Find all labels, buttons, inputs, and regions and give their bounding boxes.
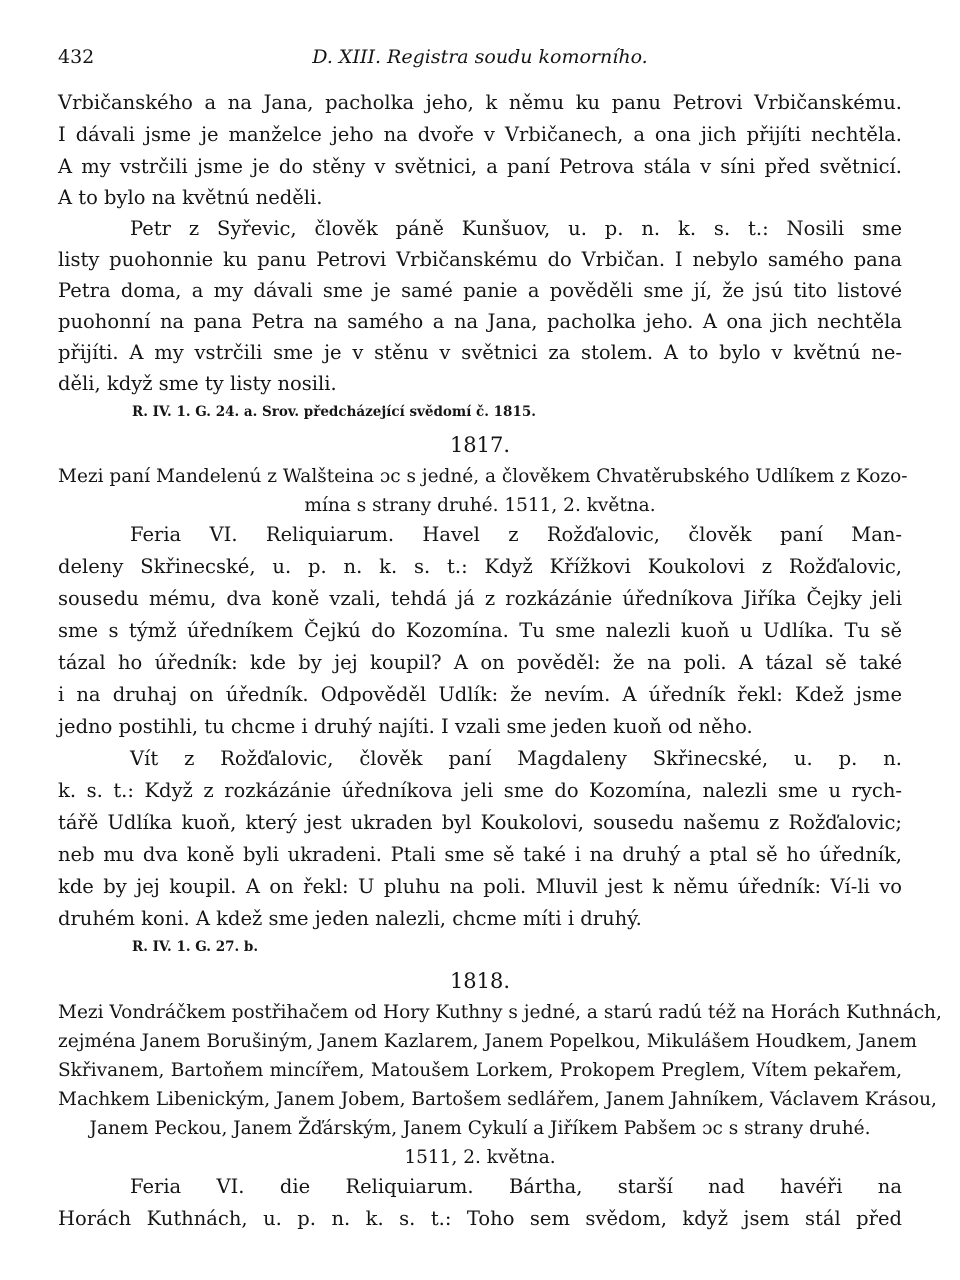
text-line: děli, když sme ty listy nosili. — [58, 372, 337, 395]
text-line: deleny Skřinecské, u. p. n. k. s. t.: Když Křížkovi Koukolovi z Rožďalovic, — [58, 555, 902, 578]
text-line: R. IV. 1. G. 27. b. — [132, 939, 259, 955]
text-line: 1511, 2. května. — [404, 1147, 556, 1168]
text-line: i na druhaj on úředník. Odpověděl Udlík: že nevím. A úředník řekl: Kdež jsme — [58, 683, 902, 706]
text-line: jedno postihli, tu chcme i druhý najíti. I vzali sme jeden kuoň od něho. — [58, 715, 753, 738]
text-line: A my vstrčili jsme je do stěny v světnici, a paní Petrova stála v síni před světnicí. — [58, 155, 902, 178]
text-line: kde by jej koupil. A on řekl: U pluhu na poli. Mluvil jest k němu úředník: Ví-li vo — [58, 875, 902, 898]
text-line: listy puohonnie ku panu Petrovi Vrbičanskému do Vrbičan. I nebylo samého pana — [58, 248, 902, 271]
text-line: mína s strany druhé. 1511, 2. května. — [304, 495, 656, 516]
text-line: Feria VI. die Reliquiarum. Bártha, starší nad havéři na — [130, 1175, 902, 1198]
text-line: 1817. — [449, 433, 511, 457]
text-line: Mezi paní Mandelenú z Walšteina ɔc s jedné, a člověkem Chvatěrubského Udlíkem z Kozo- — [58, 466, 908, 487]
text-line: Janem Peckou, Janem Žďárským, Janem Cykulí a Jiříkem Pabšem ɔc s strany druhé. — [89, 1118, 871, 1139]
text-line: Machkem Libenickým, Janem Jobem, Bartošem sedlářem, Janem Jahníkem, Václavem Krásou, — [58, 1089, 937, 1110]
page-header — [58, 40, 902, 76]
text-line: k. s. t.: Když z rozkázánie úředníkova jeli sme do Kozomína, nalezli sme u rych- — [58, 779, 902, 802]
page-number: 432 — [58, 46, 95, 68]
text-line: Mezi Vondráčkem postřihačem od Hory Kuthny s jedné, a starú radú též na Horách Kuthnách, — [58, 1002, 942, 1023]
text-line: Vít z Rožďalovic, člověk paní Magdaleny Skřinecské, u. p. n. — [130, 747, 902, 770]
text-line: Skřivanem, Bartoňem mincířem, Matoušem Lorkem, Prokopem Preglem, Vítem pekařem, — [58, 1060, 902, 1081]
text-line: Petra doma, a my dávali sme je samé panie a pověděli sme jí, že jsú tito listové — [58, 279, 902, 302]
text-line: A to bylo na květnú neděli. — [58, 186, 323, 209]
running-title: D. XIII. Registra soudu komorního. — [312, 46, 648, 68]
text-line: Vrbičanského a na Jana, pacholka jeho, k němu ku panu Petrovi Vrbičanskému. — [58, 91, 902, 114]
text-line: tářě Udlíka kuoň, který jest ukraden byl Koukolovi, sousedu našemu z Rožďalovic; — [58, 811, 902, 834]
text-line: Petr z Syřevic, člověk páně Kunšuov, u. p. n. k. s. t.: Nosili sme — [130, 217, 902, 240]
text-line: I dávali jsme je manželce jeho na dvoře v Vrbičanech, a ona jich přijíti nechtěla. — [58, 123, 902, 146]
text-line: sousedu mému, dva koně vzali, tehdá já z rozkázánie úředníkova Jiříka Čejky jeli — [58, 587, 902, 610]
text-line: Feria VI. Reliquiarum. Havel z Rožďalovic, člověk paní Man- — [130, 523, 902, 546]
text-line: tázal ho úředník: kde by jej koupil? A on pověděl: že na poli. A tázal sě také — [58, 651, 902, 674]
text-line: neb mu dva koně byli ukradeni. Ptali sme sě také i na druhý a ptal sě ho úředník, — [58, 843, 902, 866]
text-line: 1818. — [449, 969, 511, 993]
text-line: přijíti. A my vstrčili sme je v stěnu v světnici za stolem. A to bylo v květnú ne- — [58, 341, 902, 364]
text-line: druhém koni. A kdež sme jeden nalezli, chcme míti i druhý. — [58, 907, 642, 930]
text-line: R. IV. 1. G. 24. a. Srov. předcházející svědomí č. 1815. — [132, 404, 536, 420]
text-line: sme s týmž úředníkem Čejkú do Kozomína. Tu sme nalezli kuoň u Udlíka. Tu sě — [58, 619, 902, 642]
text-line: Horách Kuthnách, u. p. n. k. s. t.: Toho sem svědom, když jsem stál před — [58, 1207, 902, 1230]
text-line: puohonní na pana Petra na samého a na Jana, pacholka jeho. A ona jich nechtěla — [58, 310, 902, 333]
text-line: zejména Janem Borušiným, Janem Kazlarem, Janem Popelkou, Mikulášem Houdkem, Janem — [58, 1031, 917, 1052]
